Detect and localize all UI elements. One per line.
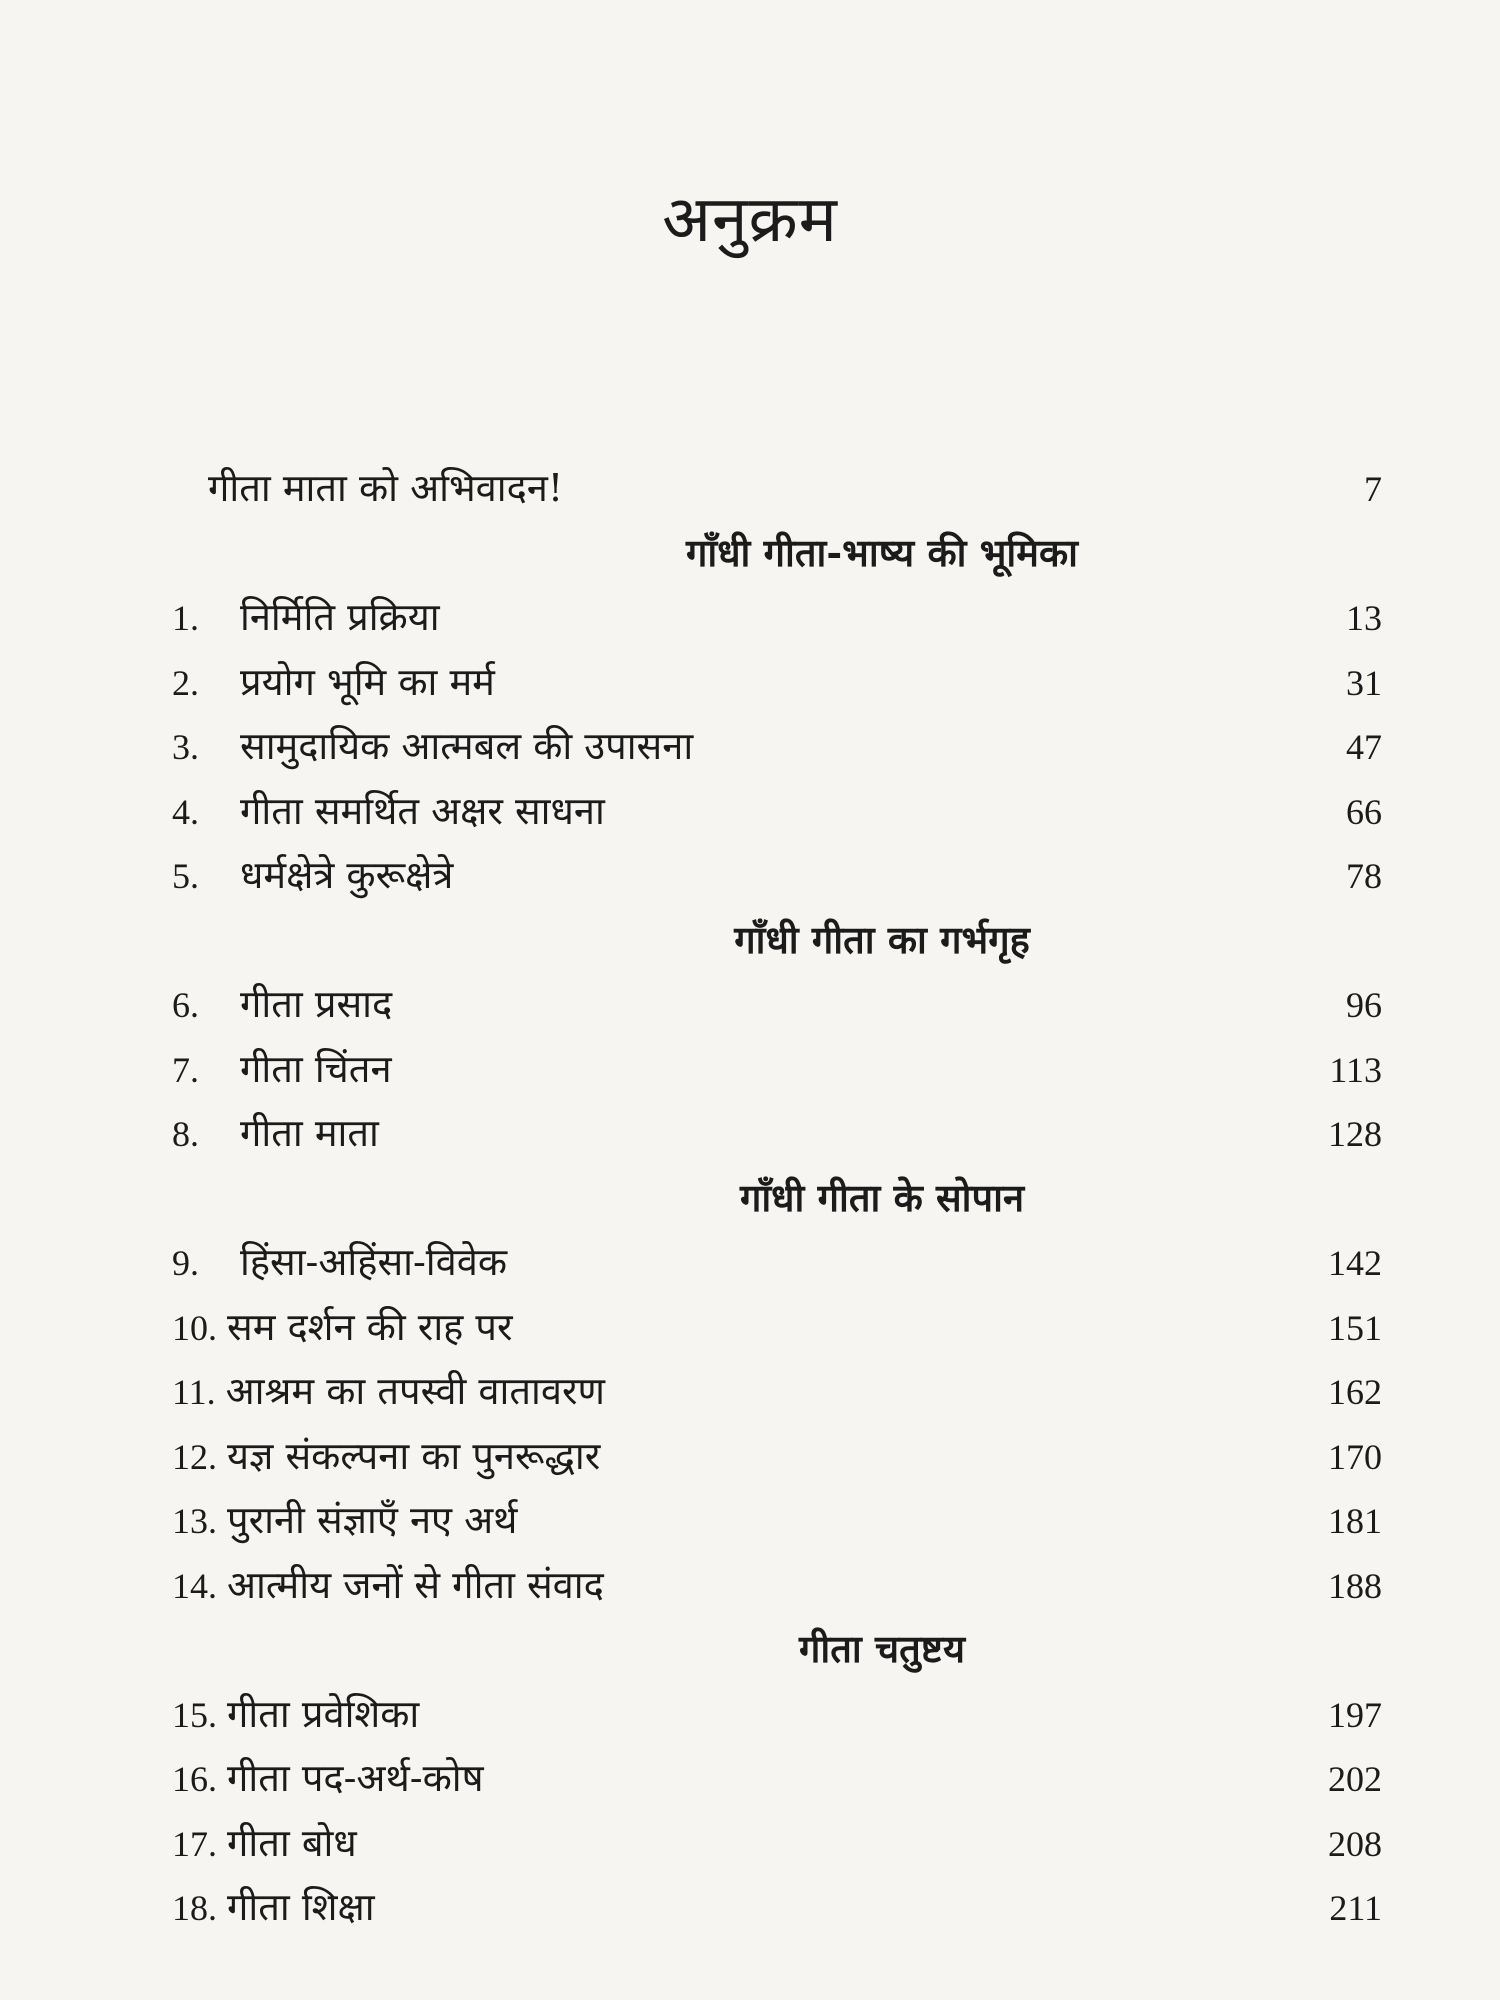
toc-entry bbox=[172, 1101, 1382, 1166]
toc-entry bbox=[172, 972, 1382, 1037]
toc-entry-page: 7 bbox=[1364, 469, 1382, 509]
toc-entry-label: धर्मक्षेत्रे कुरूक्षेत्रे bbox=[240, 853, 454, 897]
toc-entry-page: 197 bbox=[1328, 1694, 1382, 1735]
toc-entry-label: यज्ञ संकल्पना का पुनरूद्धार bbox=[227, 1433, 601, 1478]
toc-entry bbox=[172, 714, 1382, 779]
toc-entry bbox=[172, 1875, 1382, 1940]
toc-entry bbox=[172, 1037, 1382, 1102]
toc-entry-number: 18. bbox=[172, 1888, 217, 1928]
toc-entry bbox=[172, 1230, 1382, 1295]
table-of-contents bbox=[172, 456, 1382, 1940]
toc-entry-page: 31 bbox=[1346, 662, 1382, 703]
toc-entry-label: गीता चिंतन bbox=[240, 1046, 392, 1091]
toc-entry-page: 170 bbox=[1328, 1436, 1382, 1477]
toc-entry-page: 78 bbox=[1346, 856, 1382, 896]
toc-entry bbox=[172, 1811, 1382, 1876]
toc-entry bbox=[172, 1424, 1382, 1489]
toc-entry-label: गीता प्रवेशिका bbox=[227, 1691, 420, 1736]
toc-entry bbox=[172, 585, 1382, 650]
section-heading: गाँधी गीता-भाष्य की भूमिका bbox=[685, 529, 1079, 575]
section-heading: गाँधी गीता का गर्भगृह bbox=[734, 916, 1030, 962]
toc-entry-page: 66 bbox=[1346, 791, 1382, 832]
toc-entry-page: 128 bbox=[1328, 1114, 1382, 1154]
toc-entry-number: 4. bbox=[172, 791, 199, 832]
toc-entry-page: 142 bbox=[1328, 1243, 1382, 1283]
toc-entry-label: गीता बोध bbox=[227, 1820, 357, 1865]
toc-entry bbox=[172, 1682, 1382, 1747]
toc-entry-label: गीता प्रसाद bbox=[240, 982, 393, 1026]
toc-entry-page: 162 bbox=[1328, 1372, 1382, 1412]
toc-entry-number: 8. bbox=[172, 1114, 199, 1154]
toc-entry-label: सामुदायिक आत्मबल की उपासना bbox=[240, 724, 694, 768]
toc-entry-number: 14. bbox=[172, 1565, 217, 1606]
toc-entry bbox=[172, 650, 1382, 715]
toc-entry-number: 2. bbox=[172, 662, 199, 703]
toc-entry-label: प्रयोग भूमि का मर्म bbox=[240, 659, 495, 704]
toc-entry-label: गीता माता को अभिवादन! bbox=[208, 466, 564, 510]
toc-entry-number: 1. bbox=[172, 598, 199, 638]
toc-entry-number: 16. bbox=[172, 1759, 217, 1799]
toc-entry-page: 211 bbox=[1329, 1888, 1382, 1928]
toc-entry-page: 202 bbox=[1328, 1759, 1382, 1799]
toc-entry-intro bbox=[172, 456, 1382, 521]
toc-entry-page: 151 bbox=[1328, 1307, 1382, 1348]
toc-entry-number: 6. bbox=[172, 985, 199, 1025]
toc-entry-label: आत्मीय जनों से गीता संवाद bbox=[227, 1562, 604, 1607]
toc-entry-number: 9. bbox=[172, 1243, 199, 1283]
toc-entry bbox=[172, 1488, 1382, 1553]
toc-entry-page: 113 bbox=[1329, 1049, 1382, 1090]
toc-entry-number: 10. bbox=[172, 1307, 217, 1348]
toc-entry-number: 15. bbox=[172, 1694, 217, 1735]
toc-entry-number: 13. bbox=[172, 1501, 217, 1541]
section-heading: गाँधी गीता के सोपान bbox=[739, 1174, 1025, 1220]
toc-entry bbox=[172, 1359, 1382, 1424]
toc-entry-number: 12. bbox=[172, 1436, 217, 1477]
toc-entry-page: 47 bbox=[1346, 727, 1382, 767]
toc-entry bbox=[172, 1553, 1382, 1618]
toc-entry-label: गीता माता bbox=[240, 1111, 379, 1155]
toc-entry bbox=[172, 1746, 1382, 1811]
toc-entry-page: 13 bbox=[1346, 598, 1382, 638]
toc-entry-label: आश्रम का तपस्वी वातावरण bbox=[225, 1369, 606, 1413]
toc-entry-label: गीता समर्थित अक्षर साधना bbox=[240, 788, 605, 833]
toc-entry-page: 188 bbox=[1328, 1565, 1382, 1606]
toc-entry-page: 208 bbox=[1328, 1823, 1382, 1864]
section-heading: गीता चतुष्टय bbox=[799, 1626, 965, 1671]
toc-entry bbox=[172, 1295, 1382, 1360]
toc-entry-number: 17. bbox=[172, 1823, 217, 1864]
toc-entry bbox=[172, 843, 1382, 908]
toc-entry-number: 5. bbox=[172, 856, 199, 896]
toc-entry-number: 11. bbox=[172, 1372, 216, 1412]
toc-entry bbox=[172, 779, 1382, 844]
toc-entry-label: गीता पद-अर्थ-कोष bbox=[227, 1756, 484, 1800]
toc-entry-page: 96 bbox=[1346, 985, 1382, 1025]
toc-entry-number: 3. bbox=[172, 727, 199, 767]
toc-entry-label: हिंसा-अहिंसा-विवेक bbox=[240, 1240, 508, 1284]
toc-entry-label: सम दर्शन की राह पर bbox=[227, 1304, 513, 1349]
toc-entry-page: 181 bbox=[1328, 1501, 1382, 1541]
toc-entry-label: गीता शिक्षा bbox=[227, 1885, 375, 1929]
toc-entry-label: निर्मिति प्रक्रिया bbox=[240, 595, 440, 639]
page-title: अनुक्रम bbox=[662, 183, 838, 257]
toc-entry-number: 7. bbox=[172, 1049, 199, 1090]
toc-entry-label: पुरानी संज्ञाएँ नए अर्थ bbox=[227, 1498, 518, 1542]
